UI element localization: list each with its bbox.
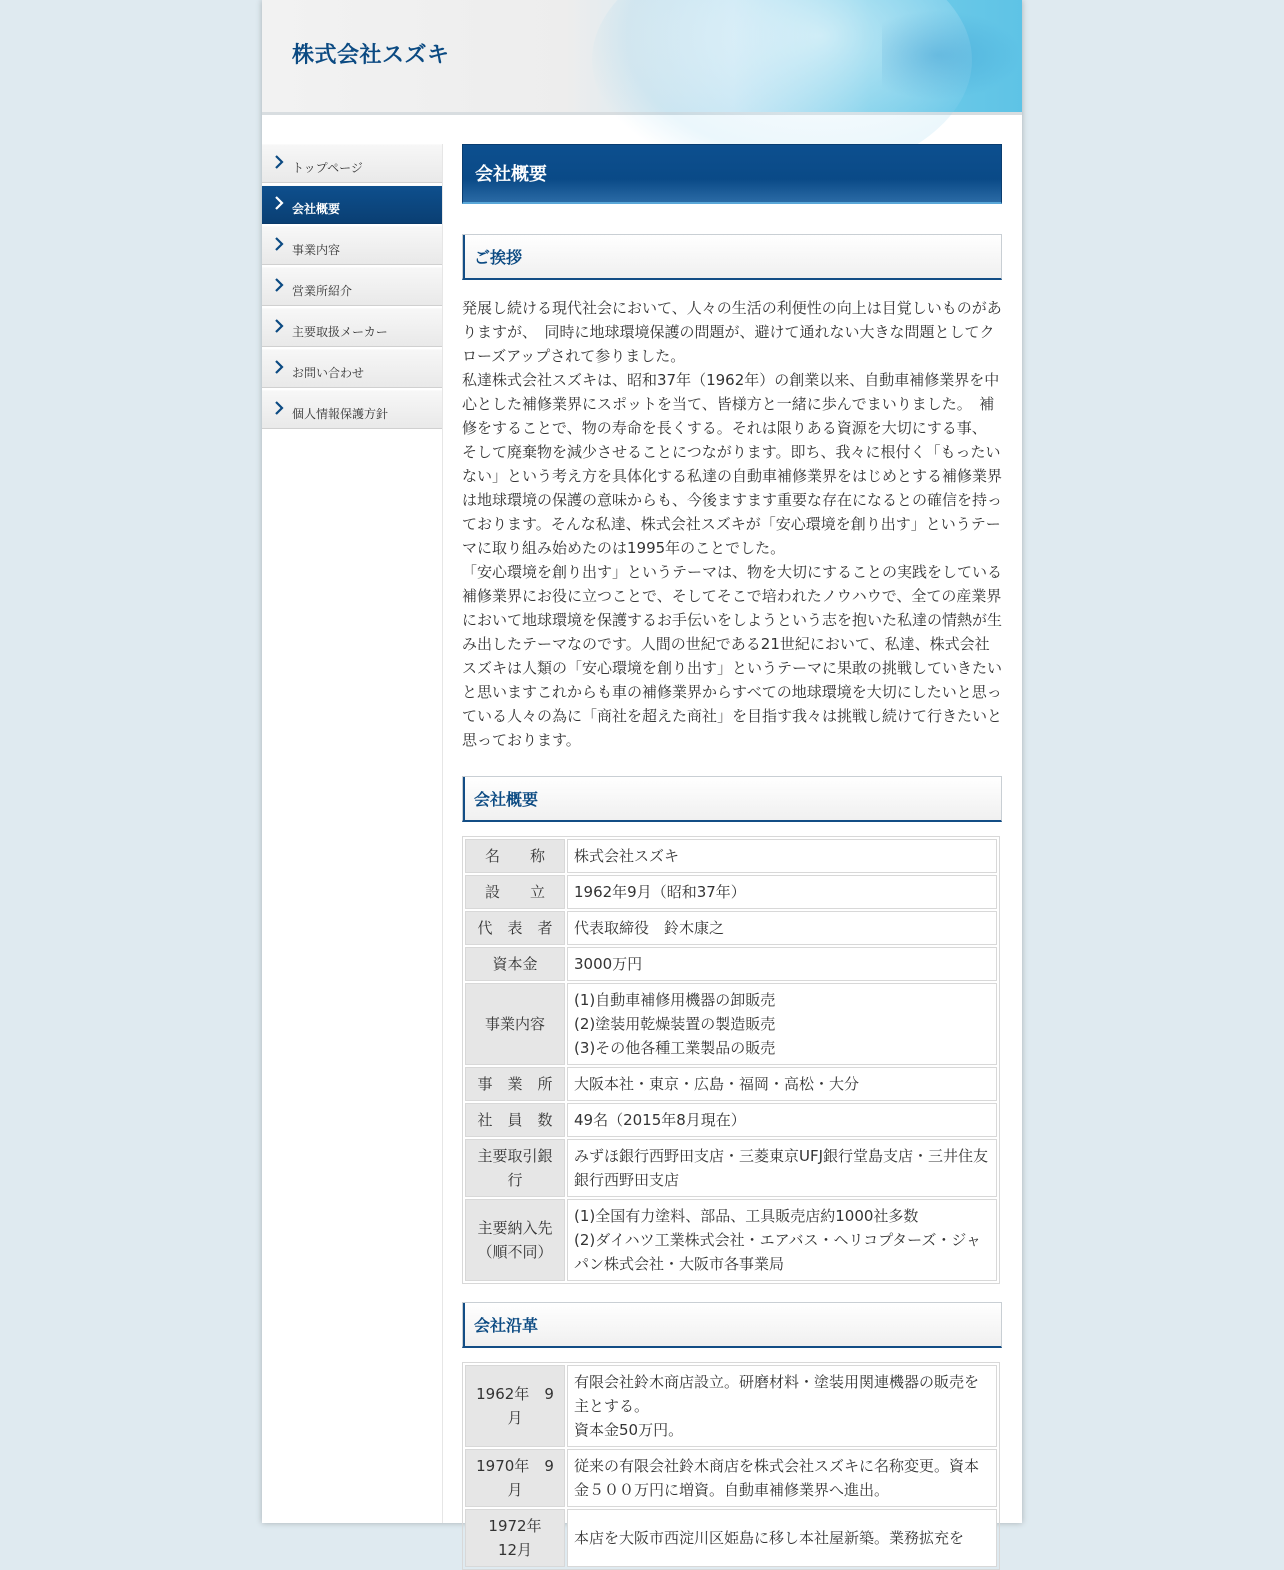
section-heading-history: 会社沿革 xyxy=(462,1302,1002,1348)
greeting-paragraph: 「安心環境を創り出す」というテーマは、物を大切にすることの実践をしている補修業界にお役に立つことで、そしてそこで培われたノウハウで、全ての産業界において地球環境を保護するお手伝いをしようという志を抱いた私達の情熱が生み出したテーマなのです。人間の世紀である21世紀において、私達、株式会社スズキは人類の「安心環境を創り出す」というテーマに果敢の挑戦していきたいと思いますこれからも車の補修業界からすべての地球環境を大切にしたいと思っている人々の為に「商社を超えた商社」を目指す我々は挑戦し続けて行きたいと思っております。 xyxy=(462,563,1003,749)
section-heading-greeting: ご挨拶 xyxy=(462,234,1002,280)
page xyxy=(262,0,1022,1559)
sidebar-item-0[interactable] xyxy=(262,144,442,183)
sidebar-nav xyxy=(262,144,443,1523)
sidebar-item-1[interactable] xyxy=(262,185,442,224)
row-label: 1970年 9月 xyxy=(465,1449,565,1507)
row-value: 有限会社鈴木商店設立。研磨材料・塗装用関連機器の販売を主とする。 資本金50万円。 xyxy=(567,1365,997,1447)
main-content xyxy=(462,144,1002,1570)
row-label: 社 員 数 xyxy=(465,1103,565,1137)
greeting-paragraph: 発展し続ける現代社会において、人々の生活の利便性の向上は目覚しいものがありますが、 同時に地球環境保護の問題が、避けて通れない大きな問題としてクローズアップされて参りました。 xyxy=(462,299,1002,365)
history-table xyxy=(462,1362,1000,1570)
row-label: 設 立 xyxy=(465,875,565,909)
row-label: 事 業 所 xyxy=(465,1067,565,1101)
sidebar-item-2[interactable] xyxy=(262,226,442,265)
greeting-text xyxy=(462,296,1002,752)
history-row xyxy=(465,1365,997,1447)
sidebar-item-label: 会社概要 xyxy=(292,202,341,216)
overview-row xyxy=(465,1103,997,1137)
chevron-right-icon xyxy=(274,196,284,210)
row-label: 代 表 者 xyxy=(465,911,565,945)
sidebar-item-label: お問い合わせ xyxy=(292,366,365,380)
row-value: 代表取締役 鈴木康之 xyxy=(567,911,997,945)
sidebar-item-label: 個人情報保護方針 xyxy=(292,407,389,421)
site-title[interactable]: 株式会社スズキ xyxy=(292,43,450,68)
header-map-graphic xyxy=(882,10,1022,100)
row-value: 本店を大阪市西淀川区姫島に移し本社屋新築。業務拡充を xyxy=(567,1509,997,1567)
history-row xyxy=(465,1509,997,1567)
overview-row xyxy=(465,983,997,1065)
chevron-right-icon xyxy=(274,278,284,292)
row-label: 主要取引銀行 xyxy=(465,1139,565,1197)
sidebar-item-label: 事業内容 xyxy=(292,243,341,257)
overview-table xyxy=(462,836,1000,1284)
overview-row xyxy=(465,1067,997,1101)
row-label: 資本金 xyxy=(465,947,565,981)
overview-row xyxy=(465,1139,997,1197)
chevron-right-icon xyxy=(274,319,284,333)
row-label: 事業内容 xyxy=(465,983,565,1065)
row-label: 名 称 xyxy=(465,839,565,873)
sidebar-item-label: トップページ xyxy=(292,161,363,175)
overview-row xyxy=(465,1199,997,1281)
sidebar-item-3[interactable] xyxy=(262,267,442,306)
overview-row xyxy=(465,947,997,981)
site-header xyxy=(262,0,1022,115)
greeting-paragraph: 私達株式会社スズキは、昭和37年（1962年）の創業以来、自動車補修業界を中心とした補修業界にスポットを当て、皆様方と一緒に歩んでまいりました。 補修をすることで、物の寿命を長くする。それは限りある資源を大切にする事、 そして廃棄物を減少させることにつながります。即ち、我々に根付く「もったいない」という考え方を具体化する私達の自動車補修業界をはじめとする補修業界は地球環境の保護の意味からも、今後ますます重要な存在になるとの確信を持っております。そんな私達、株式会社スズキが「安心環境を創り出す」というテーマに取り組み始めたのは1995年のことでした。 xyxy=(462,371,1003,557)
sidebar-item-label: 主要取扱メーカー xyxy=(292,325,388,339)
row-label: 1962年 9月 xyxy=(465,1365,565,1447)
row-value: 49名（2015年8月現在） xyxy=(567,1103,997,1137)
history-row xyxy=(465,1449,997,1507)
row-value: 株式会社スズキ xyxy=(567,839,997,873)
overview-row xyxy=(465,875,997,909)
row-value: 3000万円 xyxy=(567,947,997,981)
chevron-right-icon xyxy=(274,237,284,251)
sidebar-item-5[interactable] xyxy=(262,349,442,388)
row-label: 主要納入先（順不同） xyxy=(465,1199,565,1281)
section-heading-overview: 会社概要 xyxy=(462,776,1002,822)
sidebar-item-4[interactable] xyxy=(262,308,442,347)
row-value: 大阪本社・東京・広島・福岡・高松・大分 xyxy=(567,1067,997,1101)
chevron-right-icon xyxy=(274,155,284,169)
sidebar-item-label: 営業所紹介 xyxy=(292,284,353,298)
row-value: (1)全国有力塗料、部品、工具販売店約1000社多数 (2)ダイハツ工業株式会社・エアバス・ヘリコプターズ・ジャパン株式会社・大阪市各事業局 xyxy=(567,1199,997,1281)
row-label: 1972年 12月 xyxy=(465,1509,565,1567)
row-value: 従来の有限会社鈴木商店を株式会社スズキに名称変更。資本金５００万円に増資。自動車補修業界へ進出。 xyxy=(567,1449,997,1507)
overview-row xyxy=(465,911,997,945)
chevron-right-icon xyxy=(274,360,284,374)
row-value: みずほ銀行西野田支店・三菱東京UFJ銀行堂島支店・三井住友銀行西野田支店 xyxy=(567,1139,997,1197)
overview-row xyxy=(465,839,997,873)
row-value: 1962年9月（昭和37年） xyxy=(567,875,997,909)
page-title: 会社概要 xyxy=(462,144,1002,204)
sidebar-item-6[interactable] xyxy=(262,390,442,429)
row-value: (1)自動車補修用機器の卸販売 (2)塗装用乾燥装置の製造販売 (3)その他各種工業製品の販売 xyxy=(567,983,997,1065)
chevron-right-icon xyxy=(274,401,284,415)
